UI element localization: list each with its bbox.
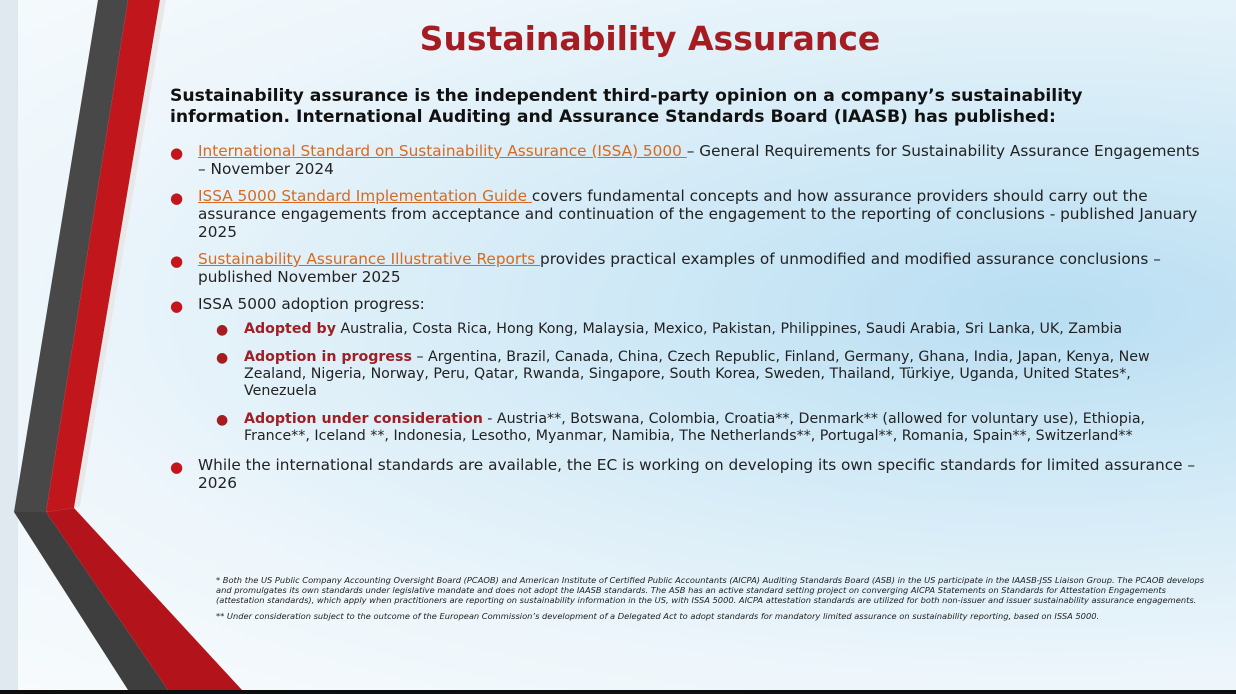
intro-text: Sustainability assurance is the independent third-party opinion on a company’s sustainability information. International Auditing and Assurance Standards Board (IAASB) has published: — [170, 86, 1083, 127]
adoption-label: Adoption under consideration — [244, 411, 483, 427]
adoption-list — [198, 321, 1208, 445]
implementation-guide-link[interactable]: ISSA 5000 Standard Implementation Guide — [198, 187, 532, 205]
issa-5000-link[interactable]: International Standard on Sustainability Assurance (ISSA) 5000 — [198, 142, 687, 160]
bullet-text: While the international standards are available, the EC is working on developing its own specific standards for limited assurance – 2026 — [198, 456, 1196, 492]
bullet-icon: ● — [170, 297, 184, 315]
bullet-list — [168, 142, 1208, 501]
bullet-text: covers fundamental concepts and how assurance providers should carry out the assurance engagements from acceptance and continuation of the engagement to the reporting of conclusions - published January 2025 — [198, 187, 1198, 241]
bullet-icon: ● — [170, 458, 184, 476]
adoption-label: Adopted by — [244, 321, 336, 337]
footnote-us: * Both the US Public Company Accounting Oversight Board (PCAOB) and American Institute of Certified Public Accountants (AICPA) Auditing Standards Board (ASB) in the US participate in the IAASB-JSS Liaison Group. The PCAOB develops and promulgates its own standards under legislative mandate and does not adopt the IAASB standards. The ASB has an active standard setting project on converging AICPA Statements on Standards for Attestation Engagements (attestation standards), which apply when practitioners are reporting on sustainability information in the US, with ISSA 5000. AICPA attestation standards are utilized for both non-issuer and issuer sustainability assurance engagements. — [216, 575, 1205, 605]
adoption-item-in-progress — [198, 349, 1208, 400]
bullet-text: provides practical examples of unmodified and modified assurance conclusions – published November 2025 — [198, 250, 1161, 286]
adoption-label: Adoption in progress — [244, 349, 412, 365]
sub-bullet-icon: ● — [216, 322, 229, 338]
adoption-countries: - Austria**, Botswana, Colombia, Croatia**, Denmark** (allowed for voluntary use), Ethiopia, France**, Iceland **, Indonesia, Lesotho, Myanmar, Namibia, The Netherlands**, Portugal**, Romania, Spain**, Switzerland** — [244, 411, 1146, 444]
bullet-adoption-progress — [168, 295, 1208, 445]
bullet-implementation-guide — [168, 187, 1208, 241]
sub-bullet-icon: ● — [216, 412, 229, 428]
illustrative-reports-link[interactable]: Sustainability Assurance Illustrative Reports — [198, 250, 541, 268]
bullet-icon: ● — [170, 189, 184, 207]
adoption-item-under-consideration — [198, 411, 1208, 445]
adoption-countries: Australia, Costa Rica, Hong Kong, Malaysia, Mexico, Pakistan, Philippines, Saudi Arabia, Sri Lanka, UK, Zambia — [335, 321, 1123, 337]
footnotes — [216, 575, 1206, 627]
bullet-ec-standards — [168, 456, 1208, 492]
left-margin-shape — [0, 0, 18, 690]
bullet-icon: ● — [170, 252, 184, 270]
bullet-icon: ● — [170, 144, 184, 162]
footnote-eu: ** Under consideration subject to the outcome of the European Commission’s development of a Delegated Act to adopt standards for mandatory limited assurance on sustainability reporting, based on ISSA 5000. — [216, 611, 1100, 621]
bullet-text: – General Requirements for Sustainability Assurance Engagements – November 2024 — [198, 142, 1200, 178]
adoption-heading: ISSA 5000 adoption progress: — [198, 295, 425, 313]
bullet-issa-5000 — [168, 142, 1208, 178]
adoption-item-adopted — [198, 321, 1208, 338]
slide-title: Sustainability Assurance — [419, 19, 881, 58]
bullet-illustrative-reports — [168, 250, 1208, 286]
adoption-countries: – Argentina, Brazil, Canada, China, Czech Republic, Finland, Germany, Ghana, India, Japan, Kenya, New Zealand, Nigeria, Norway, Peru, Qatar, Rwanda, Singapore, South Korea, Sweden, Thailand, Türkiye, Uganda, United States*, Venezuela — [244, 349, 1150, 399]
sub-bullet-icon: ● — [216, 350, 229, 366]
